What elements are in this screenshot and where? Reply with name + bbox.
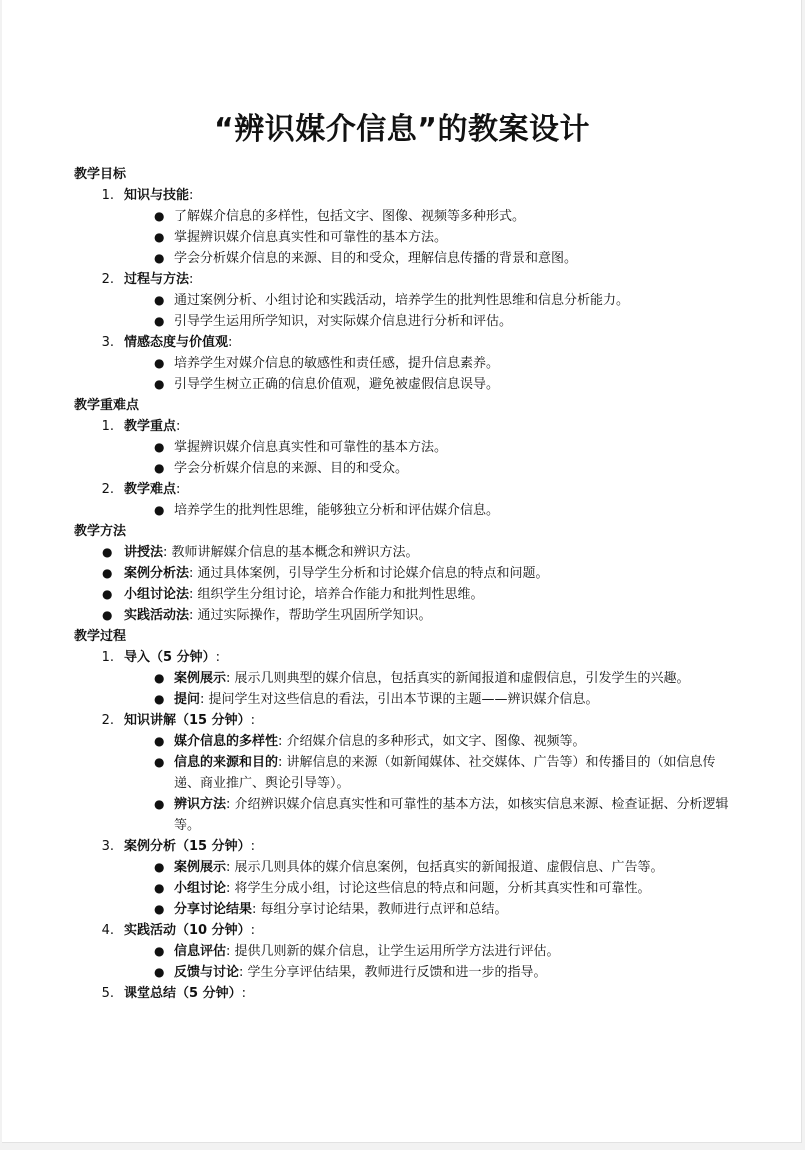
list-number: 2. [101, 713, 114, 728]
bullet-icon: ● [154, 356, 165, 370]
sub-list [124, 500, 734, 521]
sub-list [124, 290, 734, 332]
page-title: “辨识媒介信息”的教案设计 [214, 112, 590, 147]
item-label: 情感态度与价值观 [124, 335, 229, 350]
objective-item: 2. 过程与方法: ● 通过案例分析、小组讨论和实践活动，培养学生的批判性思维和信息分析能力。 ● 引导学生运用所学知识，对实际媒介信息进行分析和评估。 [74, 269, 734, 332]
list-item: ● 通过案例分析、小组讨论和实践活动，培养学生的批判性思维和信息分析能力。 [124, 290, 734, 311]
list-item: ● 分享讨论结果: 每组分享讨论结果，教师进行点评和总结。 [124, 899, 734, 920]
list-item: ● 小组讨论: 将学生分成小组，讨论这些信息的特点和问题，分析其真实性和可靠性。 [124, 878, 734, 899]
bullet-icon: ● [154, 671, 165, 685]
bullet-icon: ● [154, 734, 165, 748]
list-item: ● 反馈与讨论: 学生分享评估结果，教师进行反馈和进一步的指导。 [124, 962, 734, 983]
bullet-icon: ● [154, 251, 165, 265]
list-number: 2. [101, 482, 114, 497]
method-item: ● 实践活动法: 通过实际操作，帮助学生巩固所学知识。 [74, 605, 734, 626]
method-item: ● 案例分析法: 通过具体案例，引导学生分析和讨论媒介信息的特点和问题。 [74, 563, 734, 584]
section-heading-methods: 教学方法 [74, 524, 127, 539]
list-item: ● 掌握辨识媒介信息真实性和可靠性的基本方法。 [124, 227, 734, 248]
bullet-icon: ● [154, 314, 165, 328]
list-item: ● 掌握辨识媒介信息真实性和可靠性的基本方法。 [124, 437, 734, 458]
list-number: 3. [101, 839, 114, 854]
bullet-icon: ● [154, 503, 165, 517]
bullet-icon: ● [154, 692, 165, 706]
bullet-icon: ● [154, 965, 165, 979]
list-item: ● 案例展示: 展示几则具体的媒介信息案例，包括真实的新闻报道、虚假信息、广告等。 [124, 857, 734, 878]
item-label: 实践活动法 [124, 608, 190, 623]
method-item: ● 讲授法: 教师讲解媒介信息的基本概念和辨识方法。 [74, 542, 734, 563]
list-number: 5. [101, 986, 114, 1001]
item-label: 讲授法 [124, 545, 164, 560]
list-item: ● 媒介信息的多样性: 介绍媒介信息的多种形式，如文字、图像、视频等。 [124, 731, 734, 752]
bullet-icon: ● [102, 545, 113, 559]
sub-list [124, 731, 734, 836]
document-body [74, 164, 734, 1004]
item-label: 教学难点 [124, 482, 177, 497]
sub-list [124, 206, 734, 269]
method-item: ● 小组讨论法: 组织学生分组讨论，培养合作能力和批判性思维。 [74, 584, 734, 605]
process-step: 5. 课堂总结（5 分钟）: [74, 983, 734, 1004]
objectives-list [74, 185, 734, 395]
sub-list [124, 668, 734, 710]
sub-list [124, 857, 734, 920]
bullet-icon: ● [102, 587, 113, 601]
process-step: 1. 导入（5 分钟）: ● 案例展示: 展示几则典型的媒介信息，包括真实的新闻报道和虚假信息，引发学生的兴趣。 ● 提问: 提问学生对这些信息的看法，引出本节课的主题——辨识媒介信息。 [74, 647, 734, 710]
list-item: ● 案例展示: 展示几则典型的媒介信息，包括真实的新闻报道和虚假信息，引发学生的兴趣。 [124, 668, 734, 689]
bullet-icon: ● [154, 461, 165, 475]
item-label: 过程与方法 [124, 272, 190, 287]
list-item: ● 辨识方法: 介绍辨识媒介信息真实性和可靠性的基本方法，如核实信息来源、检查证据、分析逻辑等。 [124, 794, 734, 836]
list-number: 1. [101, 188, 114, 203]
bullet-icon: ● [154, 797, 165, 811]
step-label: 实践活动（10 分钟） [124, 923, 251, 938]
process-list [74, 647, 734, 1004]
objective-item: 3. 情感态度与价值观: ● 培养学生对媒介信息的敏感性和责任感，提升信息素养。 ● 引导学生树立正确的信息价值观，避免被虚假信息误导。 [74, 332, 734, 395]
bullet-icon: ● [154, 860, 165, 874]
list-item: ● 引导学生运用所学知识，对实际媒介信息进行分析和评估。 [124, 311, 734, 332]
bullet-icon: ● [154, 944, 165, 958]
list-item: ● 信息的来源和目的: 讲解信息的来源（如新闻媒体、社交媒体、广告等）和传播目的（如信息传递、商业推广、舆论引导等）。 [124, 752, 734, 794]
list-item: ● 了解媒介信息的多样性，包括文字、图像、视频等多种形式。 [124, 206, 734, 227]
list-number: 2. [101, 272, 114, 287]
keypoint-item: 1. 教学重点: ● 掌握辨识媒介信息真实性和可靠性的基本方法。 ● 学会分析媒介信息的来源、目的和受众。 [74, 416, 734, 479]
list-item: ● 提问: 提问学生对这些信息的看法，引出本节课的主题——辨识媒介信息。 [124, 689, 734, 710]
bullet-icon: ● [154, 209, 165, 223]
keypoint-item: 2. 教学难点: ● 培养学生的批判性思维，能够独立分析和评估媒介信息。 [74, 479, 734, 521]
list-item: ● 学会分析媒介信息的来源、目的和受众。 [124, 458, 734, 479]
item-label: 小组讨论法 [124, 587, 190, 602]
keypoints-list [74, 416, 734, 521]
objective-item: 1. 知识与技能: ● 了解媒介信息的多样性，包括文字、图像、视频等多种形式。 ● 掌握辨识媒介信息真实性和可靠性的基本方法。 ● 学会分析媒介信息的来源、目的和受众，理解信息传播的背景和意图。 [74, 185, 734, 269]
bullet-icon: ● [154, 230, 165, 244]
step-label: 知识讲解（15 分钟） [124, 713, 251, 728]
sub-list [124, 941, 734, 983]
step-label: 案例分析（15 分钟） [124, 839, 251, 854]
section-heading-objectives: 教学目标 [74, 167, 127, 182]
process-step: 3. 案例分析（15 分钟）: ● 案例展示: 展示几则具体的媒介信息案例，包括真实的新闻报道、虚假信息、广告等。 ● 小组讨论: 将学生分成小组，讨论这些信息的特点和问题，分析其真实性和可靠性。 ● 分享讨论结果: 每组分享讨论结果，教师进行点评和总结。 [74, 836, 734, 920]
item-label: 案例分析法 [124, 566, 190, 581]
bullet-icon: ● [154, 440, 165, 454]
methods-list [74, 542, 734, 626]
list-number: 1. [101, 419, 114, 434]
list-item: ● 培养学生对媒介信息的敏感性和责任感，提升信息素养。 [124, 353, 734, 374]
bullet-icon: ● [154, 755, 165, 769]
list-number: 3. [101, 335, 114, 350]
step-label: 导入（5 分钟） [124, 650, 216, 665]
bullet-icon: ● [154, 293, 165, 307]
section-heading-process: 教学过程 [74, 629, 127, 644]
list-number: 1. [101, 650, 114, 665]
bullet-icon: ● [102, 566, 113, 580]
document-page [2, 0, 802, 1143]
step-label: 课堂总结（5 分钟） [124, 986, 242, 1001]
bullet-icon: ● [154, 881, 165, 895]
item-label: 教学重点 [124, 419, 177, 434]
list-item: ● 引导学生树立正确的信息价值观，避免被虚假信息误导。 [124, 374, 734, 395]
list-item: ● 信息评估: 提供几则新的媒介信息，让学生运用所学方法进行评估。 [124, 941, 734, 962]
list-item: ● 培养学生的批判性思维，能够独立分析和评估媒介信息。 [124, 500, 734, 521]
bullet-icon: ● [154, 377, 165, 391]
item-label: 知识与技能 [124, 188, 190, 203]
section-heading-keypoints: 教学重难点 [74, 398, 140, 413]
bullet-icon: ● [154, 902, 165, 916]
process-step: 2. 知识讲解（15 分钟）: ● 媒介信息的多样性: 介绍媒介信息的多种形式，如文字、图像、视频等。 ● 信息的来源和目的: 讲解信息的来源（如新闻媒体、社交媒体、广告等）和传播目的（如信息传递、商业推广、舆论引导等）。 ● 辨识方法: 介绍辨识媒介信息真实性和可靠性的基本方法，如核实信息来源、检查证据、分析逻辑等。 [74, 710, 734, 836]
list-item: ● 学会分析媒介信息的来源、目的和受众，理解信息传播的背景和意图。 [124, 248, 734, 269]
sub-list [124, 437, 734, 479]
sub-list [124, 353, 734, 395]
list-number: 4. [101, 923, 114, 938]
process-step: 4. 实践活动（10 分钟）: ● 信息评估: 提供几则新的媒介信息，让学生运用所学方法进行评估。 ● 反馈与讨论: 学生分享评估结果，教师进行反馈和进一步的指导。 [74, 920, 734, 983]
bullet-icon: ● [102, 608, 113, 622]
